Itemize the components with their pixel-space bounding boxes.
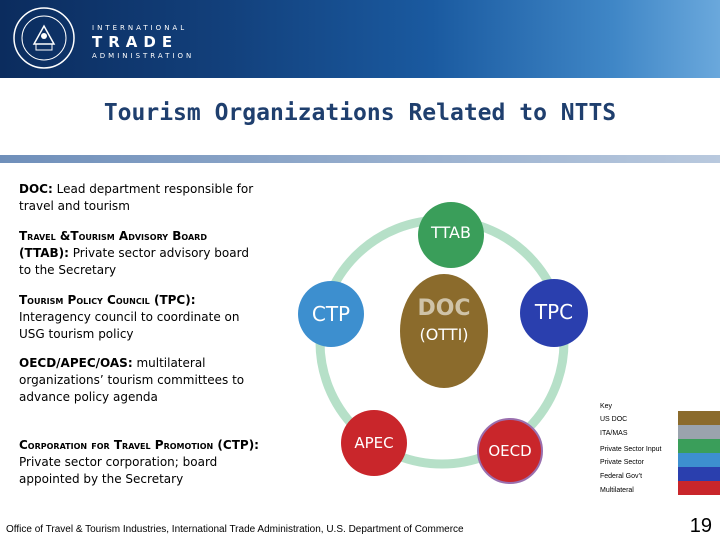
org-line2: TRADE [92,33,179,51]
node-apec [341,410,407,476]
item-desc: Interagency council to coordinate on USG tourism policy [19,310,240,341]
page-number: 19 [689,515,712,537]
item-label: DOC: [19,182,53,196]
key-label-federal: Federal Gov’t [600,473,643,480]
key-title: Key [600,403,613,410]
item-desc: Private sector corporation; board appointed by the Secretary [19,455,218,486]
node-ttab-label: TTAB [431,223,471,242]
key-swatch-private-input [678,439,720,453]
key-label-multilateral: Multilateral [600,487,634,494]
center-label: DOC [417,296,471,321]
node-oecd [477,418,543,484]
item-label: Corporation for Travel Promotion (CTP): [19,438,259,452]
item-label: OECD/APEC/OAS: [19,356,133,370]
org-line1: INTERNATIONAL [92,24,188,32]
center-node-doc [400,274,488,388]
node-ttab [418,202,484,268]
key-swatch-federal [678,467,720,481]
footer-text: Office of Travel & Tourism Industries, International Trade Administration, U.S. Department of Commerce [6,524,464,535]
org-line3: ADMINISTRATION [92,52,195,60]
key-label-ita: ITA/MAS [600,430,628,437]
node-ctp-label: CTP [311,302,351,326]
item-label: Travel &Tourism Advisory Board (TTAB): [19,229,207,260]
item-desc: Private sector advisory board to the Secretary [19,246,249,277]
node-tpc-label: TPC [534,300,574,324]
key-label-private-sector: Private Sector [600,459,644,466]
key-swatch-doc [678,411,720,425]
key-swatch-ita [678,425,720,439]
node-ctp [298,281,364,347]
item-desc: Lead department responsible for travel and tourism [19,182,254,213]
node-apec-label: APEC [354,434,394,452]
center-sublabel: (OTTI) [419,325,469,344]
key-swatch-multilateral [678,481,720,495]
item-label: Tourism Policy Council (TPC): [19,293,196,307]
key-label-doc: US DOC [600,416,628,423]
node-tpc [520,279,588,347]
node-oecd-label: OECD [488,442,532,460]
key-swatch-private-sector [678,453,720,467]
item-desc: multilateral organizations’ tourism committees to advance policy agenda [19,356,245,404]
key-label-private-input: Private Sector Input [600,446,662,453]
page-title: Tourism Organizations Related to NTTS [103,100,617,126]
